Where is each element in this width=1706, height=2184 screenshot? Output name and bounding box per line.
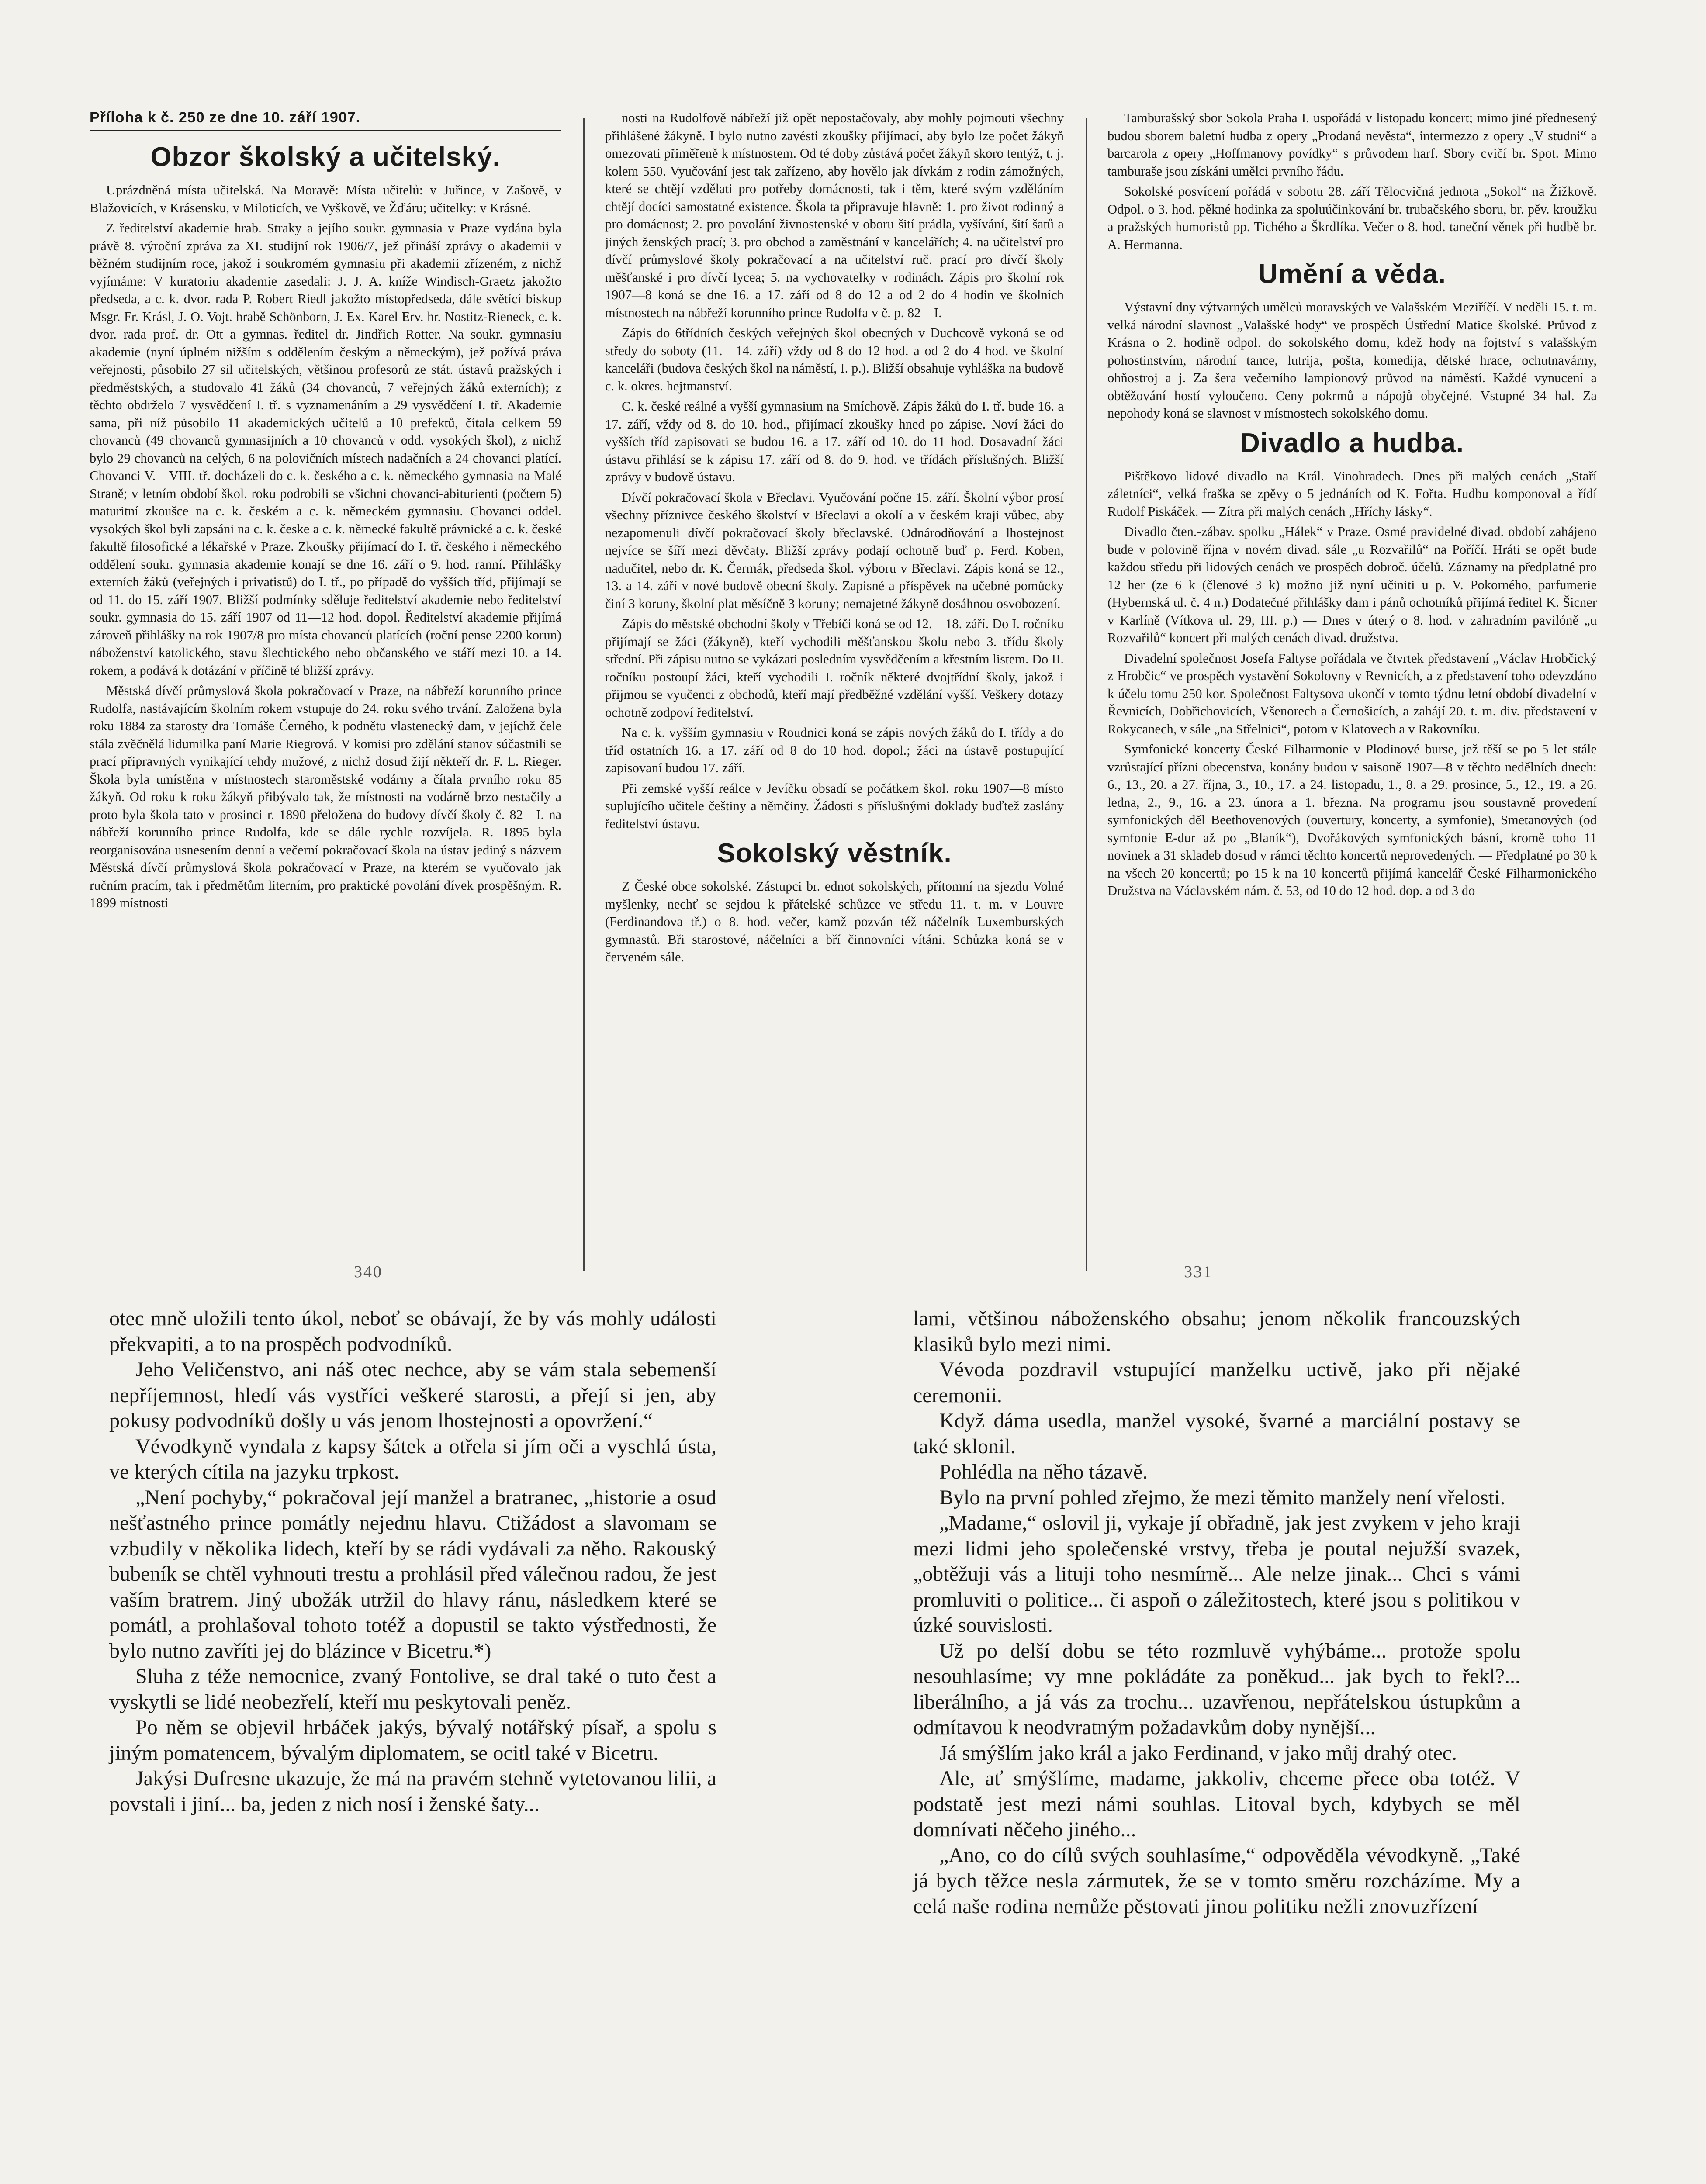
book-paragraph: Vévodkyně vyndala z kapsy šátek a otřela si jím oči a vyschlá ústa, ve kterých cítila na jazyku trpkost. [109,1434,716,1483]
news-paragraph: Dívčí pokračovací škola v Břeclavi. Vyučování počne 15. září. Školní výbor prosí všechny příznivce českého školství v Břeclavi a okolí a v českém kraji vůbec, aby nezapomenuli dívčí pokračovací školy břeclavské. Odnárodňování a lhostejnost nejvíce se šíří mezi děvčaty. Bližší zprávy podají ochotně buď p. Ferd. Koben, nadučitel, nebo dr. K. Čermák, předseda škol. výboru v Břeclavi. Zápis koná se 12., 13. a 14. září v nové budově obecní školy. Zapisné a příspěvek na učebné pomůcky činí 3 koruny, školní plat měsíčně 3 koruny; nemajetné žákyně dosáhnou osvobození. [605,490,1064,611]
newspaper-column-2 [605,109,1064,1289]
column-2-body-after [605,780,1064,833]
news-paragraph: Při zemské vyšší reálce v Jevíčku obsadí se počátkem škol. roku 1907—8 místo suplujícího učitele češtiny a němčiny. Žádosti s příslušnými doklady buďtež zaslány ředitelství ústavu. [605,781,1064,831]
news-paragraph: Pištěkovo lidové divadlo na Král. Vinohradech. Dnes při malých cenách „Staří záletníci“, velká fraška se zpěvy o 5 jednáních od K. Fořta. Hudbu komponoval a řídí Rudolf Piskáček. — Zítra při malých cenách „Hříchy lásky“. [1107,468,1597,519]
news-paragraph: Sokolské posvícení pořádá v sobotu 28. září Tělocvičná jednota „Sokol“ na Žižkově. Odpol. o 3. hod. pěkné hodinka za spoluúčinkování br. trubačského sboru, br. pěv. kroužku a pražských humoristů pp. Tichého a Škrdlíka. Večer o 8. hod. taneční věnek při hudbě br. A. Hermanna. [1107,184,1597,252]
book-paragraph: otec mně uložili tento úkol, neboť se obávají, že by vás mohly události překvapiti, a to na prospěch podvodníků. [109,1307,716,1356]
section-title-theatre: Divadlo a hudba. [1240,428,1464,458]
column-3-theatre-body [1107,467,1597,900]
news-paragraph: Z České obce sokolské. Zástupci br. ednot sokolských, přítomní na sjezdu Volné myšlenky, nechť se sejdou k přátelské schůzce ve středu 11. t. m. v Louvre (Ferdinandova tř.) o 8. hod. večer, kamž pozván též náčelník Luxemburských gymnastů. Bři starostové, náčelníci a bří činnovníci vítáni. Schůzka koná se v červeném sále. [605,879,1064,964]
newspaper-column-3 [1107,109,1597,1289]
book-paragraph: Po něm se objevil hrbáček jakýs, bývalý notářský písař, a spolu s jiným pomatencem, bývalým diplomatem, se ocitl také v Bicetru. [109,1716,716,1765]
newspaper-clipping [90,109,1597,1289]
section-title-school: Obzor školský a učitelský. [150,142,501,172]
column-3-top-body [1107,109,1597,253]
news-paragraph: Městská dívčí průmyslová škola pokračovací v Praze, na nábřeží korunního prince Rudolfa, nastávajícím školním rokem vstupuje do 24. roku svého trvání. Založena byla roku 1884 za starosty dra Tomáše Černého, k podnětu vlastenecký dam, v jejíchž čele stála zvěčnělá lidumilka paní Marie Riegrová. V komisi pro zdělání stanov súčastnili se prací připravných vynikající tehdy mužové, z nichž dosud žijí někteří dr. F. L. Rieger. Škola byla umístěna v místnostech staroměstské vodárny a čítala prvního roku 85 žákyň. Od roku k roku žákyň přibývalo tak, že místnosti na vodárně brzo nestačily a proto byla škola tato v prosinci r. 1890 přeložena do budovy dívčí školy č. 82—I. na nábřeží korunního prince Rudolfa, kde se dále rychle rozvíjela. R. 1895 byla reorganisována usnesením denní a večerní pokračovací škola na ústav jediný s názvem Městská dívčí průmyslová škola pokračovací v Praze, na kterém se vyučovalo jak ručním pracím, tak i předmětům literním, pro praktické povolání dívek prospěšným. R. 1899 místnosti [90,683,561,910]
news-paragraph: Symfonické koncerty České Filharmonie v Plodinové burse, jež těší se po 5 let stále vzrůstající přízni obecenstva, konány budou v saisoně 1907—8 v těchto nedělních dnech: 6., 13., 20. a 27. října, 3., 10., 17. a 24. listopadu, 1., 8. a 29. prosince, 5., 12., 19. a 26. ledna, 2., 9., 16. a 23. února a 1. března. Na programu jsou soustavně provedení symfonických děl Beethovenových (ouvertury, koncerty, a symfonie), Smetanových (od symfonie E-dur až po „Blaník“), Dvořákových symfonických básní, kromě toho 11 novinek a 31 skladeb dosud v rámci těchto koncertů neprovedených. — Předplatné po 30 k na všech 20 koncertů; po 15 k na 10 koncertů přijímá kancelář České Filharmonického Družstva na Václavském nám. č. 53, od 10 do 12 hod. dop. a od 3 do [1107,742,1597,898]
book-paragraph: Když dáma usedla, manžel vysoké, švarné a marciální postavy se také sklonil. [913,1409,1520,1458]
left-page-number: 340 [354,1263,383,1281]
book-paragraph: Bylo na první pohled zřejmo, že mezi těmito manžely není vřelosti. [939,1486,1505,1509]
news-paragraph: Z ředitelství akademie hrab. Straky a jejího soukr. gymnasia v Praze vydána byla právě 8. výroční zpráva za XI. studijní rok 1906/7, jež přináší zprávy o akademii v běžném studijním roce, jakož i soukromém gymnasiu při akademii zřízeném, z nichž vyjímáme: V kuratoriu akademie zasedali: J. J. A. kníže Windisch-Graetz jakožto předseda, a c. k. dvor. rada P. Robert Riedl jakožto místopředseda, dále světící biskup Msgr. Fr. Krásl, J. O. Vojt. hrabě Schönborn, J. Ex. Karel Erv. hr. Nostitz-Rieneck, c. k. dvor. rada prof. dr. Ott a gymnas. ředitel dr. Jindřich Rotter. Na soukr. gymnasiu akademie (nyní úplném nižším s oddělením českým a německým), jež požívá práva veřejnosti, působilo 27 sil učitelských, většinou profesorů ze stát. ústavů pražských i předměstských, a studovalo 41 žáků (34 chovanců, 7 veřejných žáků externích); z těchto obdrželo 7 vysvědčení I. tř. s vyznamenáním a 29 vysvědčení I. tř. Akademie sama, při níž působilo 11 akademických učitelů a 10 prefektů, čítala celkem 59 chovanců (49 chovanců gymnasijních a 10 chovanců v odd. vysokých škol), z nichž bylo 29 chovanců na celých, 6 na polovičních místech nadačních a 24 chovanci platící. Chovanci V.—VIII. tř. docházeli do c. k. českého a c. k. německého gymnasia na Malé Straně; v letním období škol. roku podrobili se všichni chovanci-abiturienti (počtem 5) maturitní zkoušce na c. k. českém a c. k. německém gymnasiu. Chovanci oddel. vysokých škol byli zapsáni na c. k. česke a c. k. německé fakultě právnické a c. k. české fakultě filosofické a lékařské v Praze. Zkoušky přijímací do I. tř. českého i německého oddělení soukr. gymnasia akademie konají se dne 16. září o 9. hod. ranní. Přihlášky externích žáků (veřejných i privatistů) do I. tř., po případě do vyšších tříd, přijímají se od 11. do 15. září 1907. Bližší podmínky sděluje ředitelství akademie nebo ředitelství soukr. gymnasia do 15. září 1907 od 11—12 hod. dopol. Ředitelství akademie přijímá zároveň přihlášky na rok 1907/8 pro místa chovanců platících (roční pense 2200 korun) náboženství katolického, stavu šlechtického nebo občanského ve stáří mezi 10. a 14. rokem, a podává k dotázání v příčině té bližší zprávy. [90,221,561,678]
news-paragraph: Tamburašský sbor Sokola Praha I. uspořádá v listopadu koncert; mimo jiné přednesený budou sborem baletní hudba z opery „Prodaná nevěsta“, intermezzo z opery „V studni“ a barcarola z opery „Hoffmanovy povídky“ s průvodem harf. Sbory cvičí br. Spot. Mimo tamburaše jsou získáni umělci prvního řádu. [1107,111,1597,179]
news-paragraph: Zápis do městské obchodní školy v Třebíči koná se od 12.—18. září. Do I. ročníku přijímají se žáci (žákyně), kteří vychodili měšťanskou školu nebo 3. třídu školy střední. Při zápisu nutno se vykázati posledním vysvědčením a křestním listem. Do II. ročníku postoupí žáci, kteří vychodili I. ročník některé dvojtřídní školy, jakož i přijmou se vyučenci z obchodů, kteří mají předběžné vzdělání vyšší. Veškery dotazy ochotně zodpoví ředitelství. [605,616,1064,720]
news-paragraph: C. k. české reálné a vyšší gymnasium na Smíchově. Zápis žáků do I. tř. bude 16. a 17. září, vždy od 8. do 10. hod., přijímací zkoušky hned po zápise. Noví žáci do vyšších tříd zapisovati se budou 16. a 17. září od 10. do 11 hod. Dosavadní žáci ústavu přihlásí se k zápisu 17. září od 8. do 9. hod. ve třídách příslušných. Bližší zprávy v budově ústavu. [605,399,1064,484]
column-3-art-body [1107,298,1597,422]
news-paragraph: Zápis do 6třídních českých veřejných škol obecných v Duchcově vykoná se od středy do soboty (11.—14. září) vždy od 8 do 12 hod. a od 2 do 4 hod. ve školní kanceláři (budova českých škol na náměstí, I. p.). Bližší obsahuje vyhláška na budově c. k. okres. hejtmanství. [605,325,1064,394]
book-paragraph: Sluha z téže nemocnice, zvaný Fontolive, se dral také o tuto čest a vyskytli se lidé neobezřelí, kteří mu peskytovali peněz. [109,1665,716,1714]
newspaper-header: Příloha k č. 250 ze dne 10. září 1907. [90,109,561,131]
book-paragraph: „Ano, co do cílů svých souhlasíme,“ odpověděla vévodkyně. „Také já bych těžce nesla zármutek, že se v tomto směru rozcházíme. My a celá naše rodina nemůže pěstovati jinou politiku nežli znovuzřízení [913,1843,1520,1918]
news-paragraph: Divadlo čten.-zábav. spolku „Hálek“ v Praze. Osmé pravidelné divad. období zahájeno bude v polovině října v novém divad. sále „u Rozvařilů“ na Poříčí. Hráti se opět bude každou středu při lidových cenách ve prospěch dobroč. účelů. Záznamy na předplatné pro 12 her (ze 6 k (členové 3 k) možno již nyní učiniti u p. V. Pokorného, parfumerie (Hybernská ul. č. 4 n.) Dodatečné přihlášky dam i pánů ochotníků přijímá ředitel K. Šicner v Karlíně (Vítkova ul. 29, III. p.) — Dnes v úterý o 8. hod. v zahradním pavilóně „u Rozvařilů“ koncert při malých cenách divad. družstva. [1107,524,1597,645]
section-title-sokol: Sokolský věstník. [717,838,952,868]
book-paragraph: „Madame,“ oslovil ji, vykaje jí obřadně, jak jest zvykem v jeho kraji mezi lidmi jeho společenské vrstvy, třeba je poutal nejužší svazek, „obtěžuji vás a lituji toho nesmírně... Ale nelze jinak... Chci s vámi promluviti o politice... či aspoň o záležitostech, které jsou s politikou v úzké souvislosti. [913,1511,1520,1637]
book-paragraph: Už po delší dobu se této rozmluvě vyhýbáme... protože spolu nesouhlasíme; vy mne pokládáte za poněkud... jak bych to řekl?... liberálního, a já vás za trochu... uzavřenou, nepřátelskou ústupkům a odmítavou k neodvratným požadavkům doby nynější... [913,1639,1520,1739]
section-title-art: Umění a věda. [1258,259,1446,289]
book-right-page [913,1306,1520,1919]
column-divider [1086,118,1087,1271]
book-paragraph: Pohlédla na něho tázavě. [939,1460,1148,1483]
book-paragraph: Ale, ať smýšlíme, madame, jakkoliv, chceme přece oba totéž. V podstatě jest mezi námi souhlas. Litoval bych, kdybych se měl domnívati něčeho jiného... [913,1767,1520,1841]
book-paragraph: Jeho Veličenstvo, ani náš otec nechce, aby se vám stala sebemenší nepříjemnost, hledí vás vystříci veškeré starosti, a přejí si jen, aby pokusy podvodníků došly u vás jenom lhostejnosti a opovržení.“ [109,1358,716,1432]
news-paragraph: Divadelní společnost Josefa Faltyse pořádala ve čtvrtek představení „Václav Hrobčický z Hrobčic“ ve prospěch vystavění Sokolovny v Revnicích, a z představení toho odevzdáno k účelu tomu 250 kor. Společnost Faltysova ukončí v tomto týdnu letní období divadelní v Řevnicích, Dobřichovicích, Všenorech a Černošicích, a zahájí 20. t. m. div. představení v Rokycanech, v sále „na Střelnici“, potom v Klatovech a v Rakovníku. [1107,650,1597,736]
right-page-text [913,1306,1520,1919]
column-2-body [605,109,1064,777]
column-1-body [90,181,561,912]
book-paragraph: Jakýsi Dufresne ukazuje, že má na pravém stehně vytetovanou lilii, a povstali i jiní... ba, jeden z nich nosí i ženské šaty... [109,1767,716,1816]
right-page-number: 331 [1184,1263,1213,1281]
newspaper-column-1 [90,109,561,1289]
news-paragraph: Na c. k. vyšším gymnasiu v Roudnici koná se zápis nových žáků do I. třídy a do tříd ostatních 16. a 17. září od 8 do 10 hod. dopol.; žáci na ústavě postupující zapisovaní budou 17. září. [605,725,1064,775]
book-paragraph: lami, většinou náboženského obsahu; jenom několik francouzských klasiků bylo mezi nimi. [913,1307,1520,1356]
column-divider [583,118,585,1271]
news-paragraph: Výstavní dny výtvarných umělců moravských ve Valašském Meziříčí. V neděli 15. t. m. velká národní slavnost „Valašské hody“ ve prospěch Ústřední Matice školské. Průvod z Krásna o 2. hodině odpol. do sokolského domu, kdež hody na fojtství s valašským pohostinstvím, národní tance, lutrija, pošta, komedija, dětské hrace, ochutnavárny, ohňostroj a j. Za šera večerního lampionový průvod na náměstí. Každé vynucení a obtěžování hostí vyloučeno. Ceny pokrmů a nápojů obyčejné. Vstupné 34 hal. Za nepohody koná se slavnost v místnostech sokolského domu. [1107,300,1597,421]
news-paragraph: nosti na Rudolfově nábřeží již opět nepostačovaly, aby mohly pojmouti všechny přihlášené žákyně. I bylo nutno zavésti zkoušky přijímací, aby bylo lze počet žákyň omezovati přiměřeně k místnostem. Od té doby zůstává počet žákyň skoro tentýž, t. j. kolem 550. Vyučování jest tak zařízeno, aby hovělo jak dívkám z rodin zámožných, které se chtějí vzdělati pro potřeby domácnosti, tak i těm, které svým vzděláním chtějí docíci samostatné existence. Škola ta připravuje hlavně: 1. pro život rodinný a pro domácnost; 2. pro povolání živnostenské v oboru šití prádla, vyšívání, šití šatů a jiných ženských prací; 3. pro obchod a zaměstnání v kancelářích; 4. na učitelství pro dívčí průmyslové školy pokračovací a na učitelství ruč. prací pro dívčí školy měšťanské i pro dívčí lycea; 5. na vychovatelky v rodinách. Zápis pro školní rok 1907—8 koná se dne 16. a 17. září od 8 do 12 a od 2 do 4 hodin ve školních místnostech na nábřeží korunního prince Rudolfa v č. p. 82—I. [605,111,1064,320]
book-paragraph: Vévoda pozdravil vstupující manželku uctivě, jako při nějaké ceremonii. [913,1358,1520,1407]
book-left-page [109,1306,716,1817]
news-paragraph: Uprázdněná místa učitelská. Na Moravě: Místa učitelů: v Juřince, v Zašově, v Blažovicích, v Krásensku, v Miloticích, ve Vyškově, ve Žďáru; učitelky: v Krásné. [90,183,561,215]
book-paragraph: „Není pochyby,“ pokračoval její manžel a bratranec, „historie a osud nešťastného prince pomátly nejednu hlavu. Ctižádost a slavomam se vzbudily v několika lidech, kteří by se rádi vydávali za něho. Rakouský bubeník se chtěl vyhnouti trestu a prohlásil před válečnou radou, že jest vaším bratrem. Jiný ubožák utržil do hlavy ránu, následkem které se pomátl, a prohlašoval tohoto totéž a dopustil se takto výstřednosti, že bylo nutno zavříti jej do blázince v Bicetru.*) [109,1486,716,1662]
column-2-sokol-body [605,878,1064,966]
book-paragraph: Já smýšlím jako král a jako Ferdinand, v jako můj drahý otec. [939,1741,1457,1765]
left-page-text [109,1306,716,1817]
